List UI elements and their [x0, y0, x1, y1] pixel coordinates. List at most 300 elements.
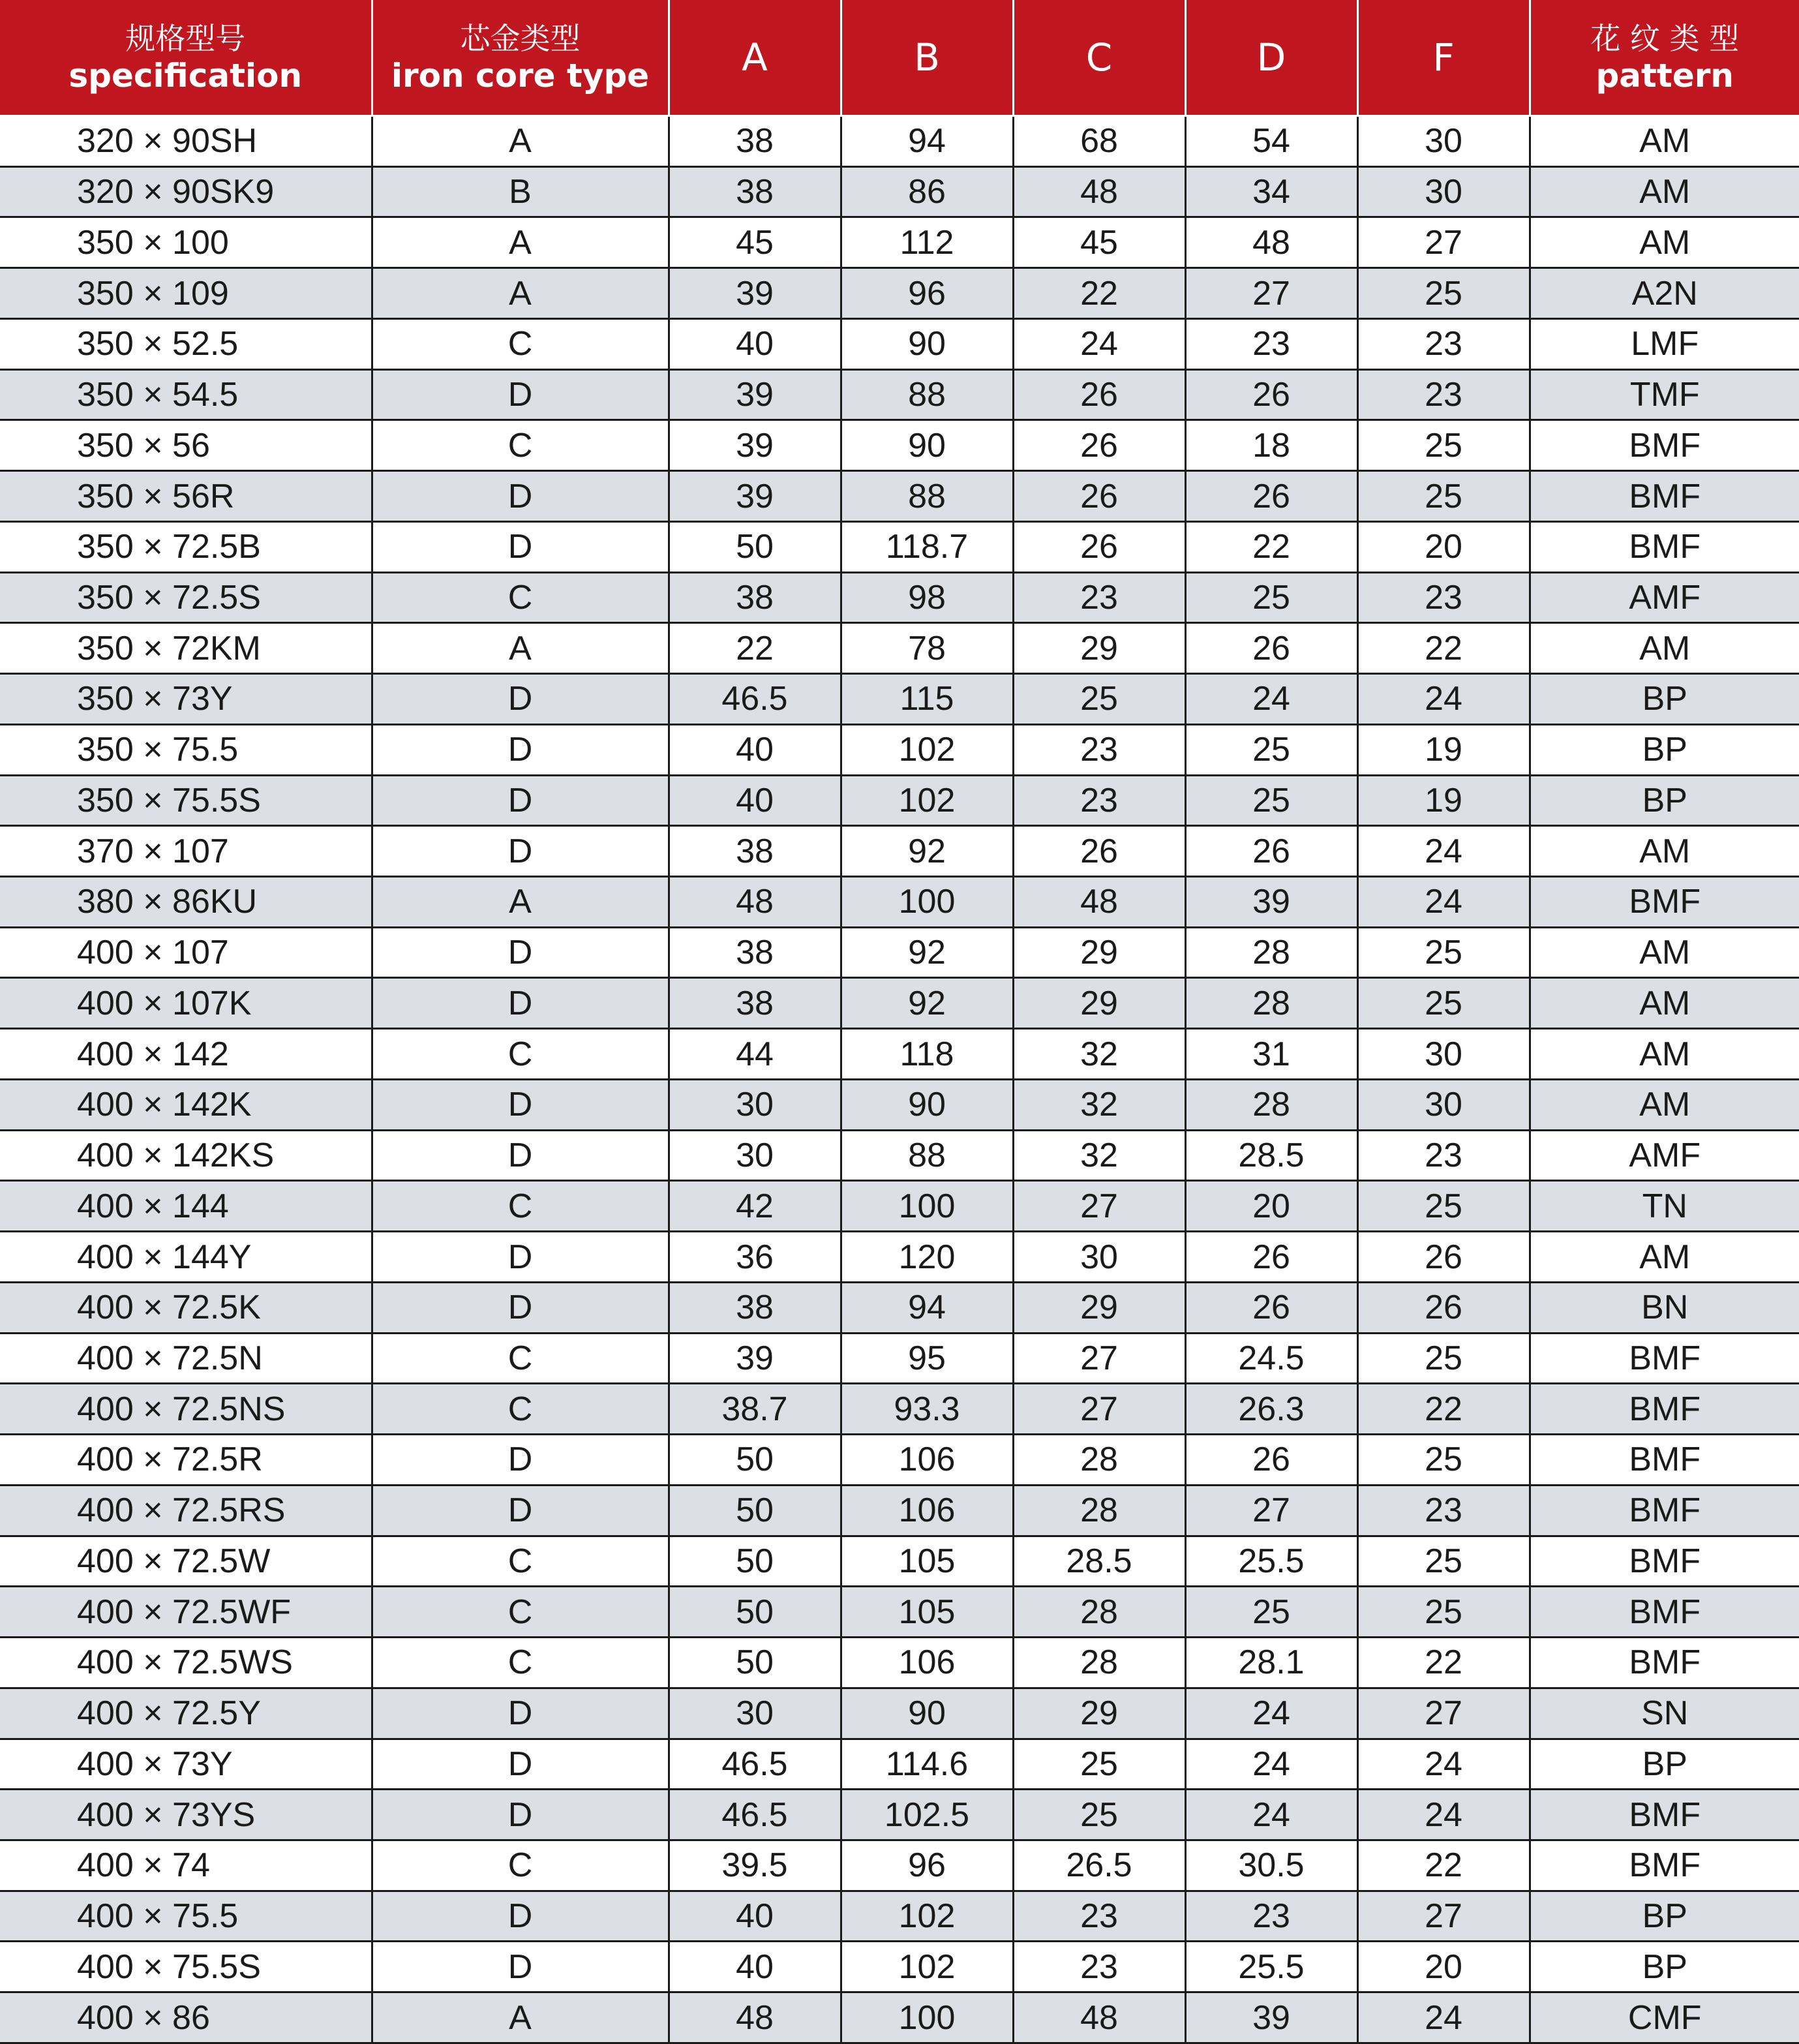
cell-specification: 400 × 142K: [0, 1079, 372, 1130]
cell-iron-core-type: C: [372, 420, 669, 471]
cell-f: 25: [1357, 1536, 1530, 1587]
cell-d: 25: [1185, 775, 1357, 826]
cell-a: 40: [669, 775, 841, 826]
cell-f: 19: [1357, 775, 1530, 826]
cell-a: 46.5: [669, 674, 841, 725]
cell-pattern: A2N: [1530, 268, 1799, 319]
cell-b: 106: [841, 1638, 1013, 1688]
cell-a: 50: [669, 1638, 841, 1688]
cell-b: 96: [841, 268, 1013, 319]
cell-d: 26.3: [1185, 1384, 1357, 1435]
cell-f: 24: [1357, 1790, 1530, 1840]
cell-d: 28: [1185, 927, 1357, 978]
table-row: [0, 1688, 1799, 1739]
cell-specification: 400 × 72.5NS: [0, 1384, 372, 1435]
cell-f: 20: [1357, 1942, 1530, 1992]
cell-iron-core-type: C: [372, 318, 669, 369]
cell-specification: 400 × 73Y: [0, 1739, 372, 1790]
table-row: [0, 369, 1799, 420]
cell-iron-core-type: D: [372, 775, 669, 826]
cell-b: 112: [841, 217, 1013, 268]
cell-f: 22: [1357, 1384, 1530, 1435]
table-row: [0, 1333, 1799, 1384]
cell-b: 90: [841, 318, 1013, 369]
cell-specification: 350 × 109: [0, 268, 372, 319]
cell-a: 42: [669, 1181, 841, 1232]
cell-iron-core-type: D: [372, 1130, 669, 1181]
cell-f: 25: [1357, 1435, 1530, 1486]
cell-f: 24: [1357, 877, 1530, 928]
cell-pattern: AM: [1530, 826, 1799, 877]
cell-c: 29: [1013, 1282, 1185, 1333]
cell-pattern: BP: [1530, 1891, 1799, 1942]
cell-a: 39: [669, 369, 841, 420]
cell-b: 94: [841, 1282, 1013, 1333]
cell-b: 102: [841, 724, 1013, 775]
cell-pattern: BMF: [1530, 521, 1799, 572]
cell-b: 102.5: [841, 1790, 1013, 1840]
cell-d: 31: [1185, 1029, 1357, 1080]
cell-specification: 350 × 56R: [0, 471, 372, 522]
cell-a: 48: [669, 877, 841, 928]
cell-specification: 400 × 73YS: [0, 1790, 372, 1840]
cell-specification: 370 × 107: [0, 826, 372, 877]
cell-specification: 400 × 74: [0, 1840, 372, 1891]
cell-a: 38: [669, 572, 841, 623]
cell-pattern: BMF: [1530, 1536, 1799, 1587]
header-pattern: [1530, 0, 1799, 116]
cell-iron-core-type: B: [372, 166, 669, 217]
cell-b: 95: [841, 1333, 1013, 1384]
header-a-label: A: [742, 35, 768, 80]
cell-specification: 400 × 75.5: [0, 1891, 372, 1942]
cell-pattern: AM: [1530, 927, 1799, 978]
header-specification-cn: 规格型号: [125, 21, 246, 56]
cell-specification: 400 × 107: [0, 927, 372, 978]
cell-a: 30: [669, 1688, 841, 1739]
table-row: [0, 1181, 1799, 1232]
cell-f: 30: [1357, 1079, 1530, 1130]
cell-f: 24: [1357, 826, 1530, 877]
cell-iron-core-type: D: [372, 1232, 669, 1283]
cell-c: 23: [1013, 724, 1185, 775]
cell-c: 48: [1013, 1992, 1185, 2043]
cell-f: 22: [1357, 623, 1530, 674]
cell-a: 38: [669, 1282, 841, 1333]
cell-d: 28: [1185, 978, 1357, 1029]
header-iron-core-type-en: iron core type: [391, 57, 650, 95]
table-row: [0, 1587, 1799, 1638]
header-f: [1357, 0, 1530, 116]
cell-iron-core-type: A: [372, 1992, 669, 2043]
cell-specification: 400 × 72.5RS: [0, 1485, 372, 1536]
cell-pattern: BMF: [1530, 420, 1799, 471]
cell-b: 118.7: [841, 521, 1013, 572]
cell-specification: 400 × 72.5N: [0, 1333, 372, 1384]
cell-c: 29: [1013, 927, 1185, 978]
table-row: [0, 724, 1799, 775]
cell-d: 24: [1185, 1739, 1357, 1790]
header-b: [841, 0, 1013, 116]
table-row: [0, 116, 1799, 167]
table-row: [0, 623, 1799, 674]
cell-b: 88: [841, 369, 1013, 420]
cell-iron-core-type: A: [372, 877, 669, 928]
cell-pattern: BP: [1530, 724, 1799, 775]
cell-c: 23: [1013, 1942, 1185, 1992]
cell-f: 24: [1357, 1739, 1530, 1790]
cell-a: 39.5: [669, 1840, 841, 1891]
header-a: [669, 0, 841, 116]
table-row: [0, 1790, 1799, 1840]
cell-d: 22: [1185, 521, 1357, 572]
cell-b: 88: [841, 1130, 1013, 1181]
cell-specification: 400 × 144Y: [0, 1232, 372, 1283]
cell-a: 38.7: [669, 1384, 841, 1435]
cell-b: 114.6: [841, 1739, 1013, 1790]
cell-b: 100: [841, 877, 1013, 928]
cell-pattern: AM: [1530, 1079, 1799, 1130]
cell-c: 32: [1013, 1079, 1185, 1130]
cell-a: 40: [669, 724, 841, 775]
cell-c: 25: [1013, 1790, 1185, 1840]
header-d: [1185, 0, 1357, 116]
cell-d: 26: [1185, 1232, 1357, 1283]
cell-pattern: BN: [1530, 1282, 1799, 1333]
cell-c: 48: [1013, 166, 1185, 217]
cell-f: 24: [1357, 674, 1530, 725]
cell-c: 24: [1013, 318, 1185, 369]
cell-a: 50: [669, 1587, 841, 1638]
cell-pattern: BMF: [1530, 1638, 1799, 1688]
cell-pattern: BMF: [1530, 1333, 1799, 1384]
cell-iron-core-type: C: [372, 1384, 669, 1435]
cell-c: 25: [1013, 1739, 1185, 1790]
cell-f: 25: [1357, 1333, 1530, 1384]
cell-f: 23: [1357, 572, 1530, 623]
cell-b: 93.3: [841, 1384, 1013, 1435]
cell-pattern: TMF: [1530, 369, 1799, 420]
cell-b: 78: [841, 623, 1013, 674]
cell-c: 48: [1013, 877, 1185, 928]
header-b-label: B: [914, 35, 940, 80]
cell-b: 105: [841, 1587, 1013, 1638]
cell-iron-core-type: D: [372, 1435, 669, 1486]
cell-b: 102: [841, 775, 1013, 826]
cell-b: 94: [841, 116, 1013, 167]
cell-iron-core-type: D: [372, 1790, 669, 1840]
cell-c: 28: [1013, 1435, 1185, 1486]
cell-specification: 400 × 142: [0, 1029, 372, 1080]
cell-d: 30.5: [1185, 1840, 1357, 1891]
cell-a: 38: [669, 166, 841, 217]
cell-d: 26: [1185, 826, 1357, 877]
cell-b: 102: [841, 1942, 1013, 1992]
cell-specification: 380 × 86KU: [0, 877, 372, 928]
cell-iron-core-type: D: [372, 471, 669, 522]
cell-f: 30: [1357, 1029, 1530, 1080]
cell-a: 38: [669, 116, 841, 167]
table-row: [0, 318, 1799, 369]
cell-d: 25: [1185, 724, 1357, 775]
table-row: [0, 1029, 1799, 1080]
cell-d: 28.1: [1185, 1638, 1357, 1688]
table-row: [0, 1942, 1799, 1992]
cell-pattern: AM: [1530, 623, 1799, 674]
header-specification: [0, 0, 372, 116]
cell-iron-core-type: C: [372, 1840, 669, 1891]
cell-d: 26: [1185, 1435, 1357, 1486]
cell-pattern: AM: [1530, 217, 1799, 268]
cell-d: 25: [1185, 1587, 1357, 1638]
cell-specification: 320 × 90SH: [0, 116, 372, 167]
cell-specification: 350 × 75.5S: [0, 775, 372, 826]
cell-f: 25: [1357, 927, 1530, 978]
cell-specification: 320 × 90SK9: [0, 166, 372, 217]
cell-d: 48: [1185, 217, 1357, 268]
cell-specification: 400 × 72.5Y: [0, 1688, 372, 1739]
cell-pattern: AM: [1530, 978, 1799, 1029]
cell-a: 38: [669, 927, 841, 978]
cell-d: 34: [1185, 166, 1357, 217]
cell-pattern: SN: [1530, 1688, 1799, 1739]
table-row: [0, 1536, 1799, 1587]
cell-specification: 400 × 144: [0, 1181, 372, 1232]
cell-d: 25.5: [1185, 1536, 1357, 1587]
cell-d: 27: [1185, 268, 1357, 319]
cell-f: 23: [1357, 318, 1530, 369]
cell-f: 20: [1357, 521, 1530, 572]
cell-specification: 350 × 72.5S: [0, 572, 372, 623]
cell-a: 39: [669, 268, 841, 319]
cell-c: 23: [1013, 775, 1185, 826]
cell-b: 96: [841, 1840, 1013, 1891]
cell-d: 28.5: [1185, 1130, 1357, 1181]
cell-pattern: BMF: [1530, 1840, 1799, 1891]
cell-c: 68: [1013, 116, 1185, 167]
cell-specification: 400 × 72.5R: [0, 1435, 372, 1486]
cell-b: 92: [841, 927, 1013, 978]
cell-iron-core-type: D: [372, 826, 669, 877]
cell-d: 25: [1185, 572, 1357, 623]
cell-a: 30: [669, 1130, 841, 1181]
cell-iron-core-type: D: [372, 369, 669, 420]
table-body: [0, 116, 1799, 2043]
table-row: [0, 1384, 1799, 1435]
table-row: [0, 978, 1799, 1029]
cell-f: 25: [1357, 1181, 1530, 1232]
table-row: [0, 1992, 1799, 2043]
cell-f: 23: [1357, 1130, 1530, 1181]
table-row: [0, 1079, 1799, 1130]
cell-c: 26: [1013, 420, 1185, 471]
cell-iron-core-type: C: [372, 1536, 669, 1587]
cell-pattern: BMF: [1530, 1435, 1799, 1486]
header-c: [1013, 0, 1185, 116]
cell-d: 23: [1185, 1891, 1357, 1942]
cell-a: 44: [669, 1029, 841, 1080]
cell-a: 40: [669, 318, 841, 369]
table-row: [0, 1485, 1799, 1536]
cell-iron-core-type: C: [372, 1029, 669, 1080]
cell-d: 54: [1185, 116, 1357, 167]
cell-iron-core-type: C: [372, 1587, 669, 1638]
cell-iron-core-type: D: [372, 978, 669, 1029]
cell-pattern: BP: [1530, 775, 1799, 826]
cell-a: 46.5: [669, 1739, 841, 1790]
table-row: [0, 166, 1799, 217]
cell-c: 28: [1013, 1638, 1185, 1688]
cell-c: 23: [1013, 1891, 1185, 1942]
cell-d: 39: [1185, 877, 1357, 928]
cell-a: 50: [669, 1536, 841, 1587]
cell-c: 26: [1013, 369, 1185, 420]
cell-iron-core-type: C: [372, 1333, 669, 1384]
cell-b: 118: [841, 1029, 1013, 1080]
cell-c: 28.5: [1013, 1536, 1185, 1587]
cell-specification: 350 × 75.5: [0, 724, 372, 775]
cell-c: 26.5: [1013, 1840, 1185, 1891]
cell-c: 29: [1013, 623, 1185, 674]
cell-b: 105: [841, 1536, 1013, 1587]
cell-b: 100: [841, 1992, 1013, 2043]
cell-pattern: BP: [1530, 1739, 1799, 1790]
cell-specification: 350 × 52.5: [0, 318, 372, 369]
cell-specification: 400 × 72.5K: [0, 1282, 372, 1333]
table-row: [0, 1739, 1799, 1790]
table-row: [0, 217, 1799, 268]
header-row: [0, 0, 1799, 116]
cell-b: 100: [841, 1181, 1013, 1232]
header-iron-core-type: [372, 0, 669, 116]
cell-c: 23: [1013, 572, 1185, 623]
cell-c: 25: [1013, 674, 1185, 725]
cell-d: 28: [1185, 1079, 1357, 1130]
cell-d: 26: [1185, 623, 1357, 674]
table-row: [0, 1891, 1799, 1942]
cell-b: 90: [841, 1688, 1013, 1739]
cell-specification: 350 × 54.5: [0, 369, 372, 420]
cell-iron-core-type: D: [372, 674, 669, 725]
cell-c: 27: [1013, 1333, 1185, 1384]
cell-f: 25: [1357, 268, 1530, 319]
cell-specification: 350 × 100: [0, 217, 372, 268]
cell-specification: 350 × 72KM: [0, 623, 372, 674]
cell-d: 24: [1185, 1688, 1357, 1739]
cell-a: 39: [669, 1333, 841, 1384]
cell-c: 26: [1013, 521, 1185, 572]
cell-b: 98: [841, 572, 1013, 623]
cell-iron-core-type: C: [372, 1638, 669, 1688]
cell-c: 22: [1013, 268, 1185, 319]
cell-a: 22: [669, 623, 841, 674]
cell-c: 26: [1013, 826, 1185, 877]
cell-a: 40: [669, 1942, 841, 1992]
cell-iron-core-type: D: [372, 1891, 669, 1942]
cell-iron-core-type: C: [372, 572, 669, 623]
header-pattern-cn: 花 纹 类 型: [1590, 21, 1740, 56]
cell-d: 20: [1185, 1181, 1357, 1232]
table-row: [0, 1232, 1799, 1283]
cell-iron-core-type: D: [372, 927, 669, 978]
cell-iron-core-type: D: [372, 521, 669, 572]
header-d-label: D: [1256, 35, 1286, 80]
cell-specification: 400 × 72.5WS: [0, 1638, 372, 1688]
cell-d: 26: [1185, 1282, 1357, 1333]
cell-iron-core-type: D: [372, 1739, 669, 1790]
cell-pattern: BMF: [1530, 1485, 1799, 1536]
table-row: [0, 775, 1799, 826]
cell-f: 25: [1357, 978, 1530, 1029]
cell-b: 88: [841, 471, 1013, 522]
cell-iron-core-type: C: [372, 1181, 669, 1232]
cell-c: 30: [1013, 1232, 1185, 1283]
cell-pattern: LMF: [1530, 318, 1799, 369]
cell-b: 102: [841, 1891, 1013, 1942]
cell-f: 24: [1357, 1992, 1530, 2043]
cell-f: 23: [1357, 1485, 1530, 1536]
table-row: [0, 674, 1799, 725]
header-iron-core-type-cn: 芯金类型: [460, 21, 581, 56]
cell-a: 50: [669, 1435, 841, 1486]
cell-pattern: BP: [1530, 1942, 1799, 1992]
cell-pattern: TN: [1530, 1181, 1799, 1232]
table-row: [0, 1840, 1799, 1891]
cell-specification: 400 × 107K: [0, 978, 372, 1029]
cell-b: 90: [841, 1079, 1013, 1130]
cell-d: 27: [1185, 1485, 1357, 1536]
cell-f: 27: [1357, 1688, 1530, 1739]
cell-f: 22: [1357, 1840, 1530, 1891]
cell-c: 32: [1013, 1130, 1185, 1181]
cell-a: 39: [669, 420, 841, 471]
cell-pattern: AMF: [1530, 1130, 1799, 1181]
table-row: [0, 1638, 1799, 1688]
cell-f: 27: [1357, 1891, 1530, 1942]
cell-d: 24: [1185, 674, 1357, 725]
cell-a: 39: [669, 471, 841, 522]
cell-c: 32: [1013, 1029, 1185, 1080]
cell-f: 25: [1357, 1587, 1530, 1638]
cell-iron-core-type: D: [372, 1079, 669, 1130]
cell-specification: 400 × 72.5WF: [0, 1587, 372, 1638]
cell-iron-core-type: D: [372, 1942, 669, 1992]
cell-f: 22: [1357, 1638, 1530, 1688]
cell-b: 106: [841, 1485, 1013, 1536]
cell-b: 120: [841, 1232, 1013, 1283]
cell-a: 38: [669, 978, 841, 1029]
cell-pattern: AM: [1530, 1029, 1799, 1080]
cell-b: 92: [841, 826, 1013, 877]
header-pattern-en: pattern: [1595, 57, 1734, 95]
cell-c: 27: [1013, 1181, 1185, 1232]
cell-d: 26: [1185, 471, 1357, 522]
cell-c: 28: [1013, 1485, 1185, 1536]
cell-c: 26: [1013, 471, 1185, 522]
cell-pattern: BP: [1530, 674, 1799, 725]
cell-a: 40: [669, 1891, 841, 1942]
cell-f: 30: [1357, 166, 1530, 217]
cell-iron-core-type: A: [372, 268, 669, 319]
cell-b: 86: [841, 166, 1013, 217]
table-row: [0, 268, 1799, 319]
cell-a: 50: [669, 521, 841, 572]
cell-specification: 400 × 86: [0, 1992, 372, 2043]
cell-specification: 400 × 72.5W: [0, 1536, 372, 1587]
cell-b: 106: [841, 1435, 1013, 1486]
cell-pattern: AM: [1530, 116, 1799, 167]
cell-b: 92: [841, 978, 1013, 1029]
